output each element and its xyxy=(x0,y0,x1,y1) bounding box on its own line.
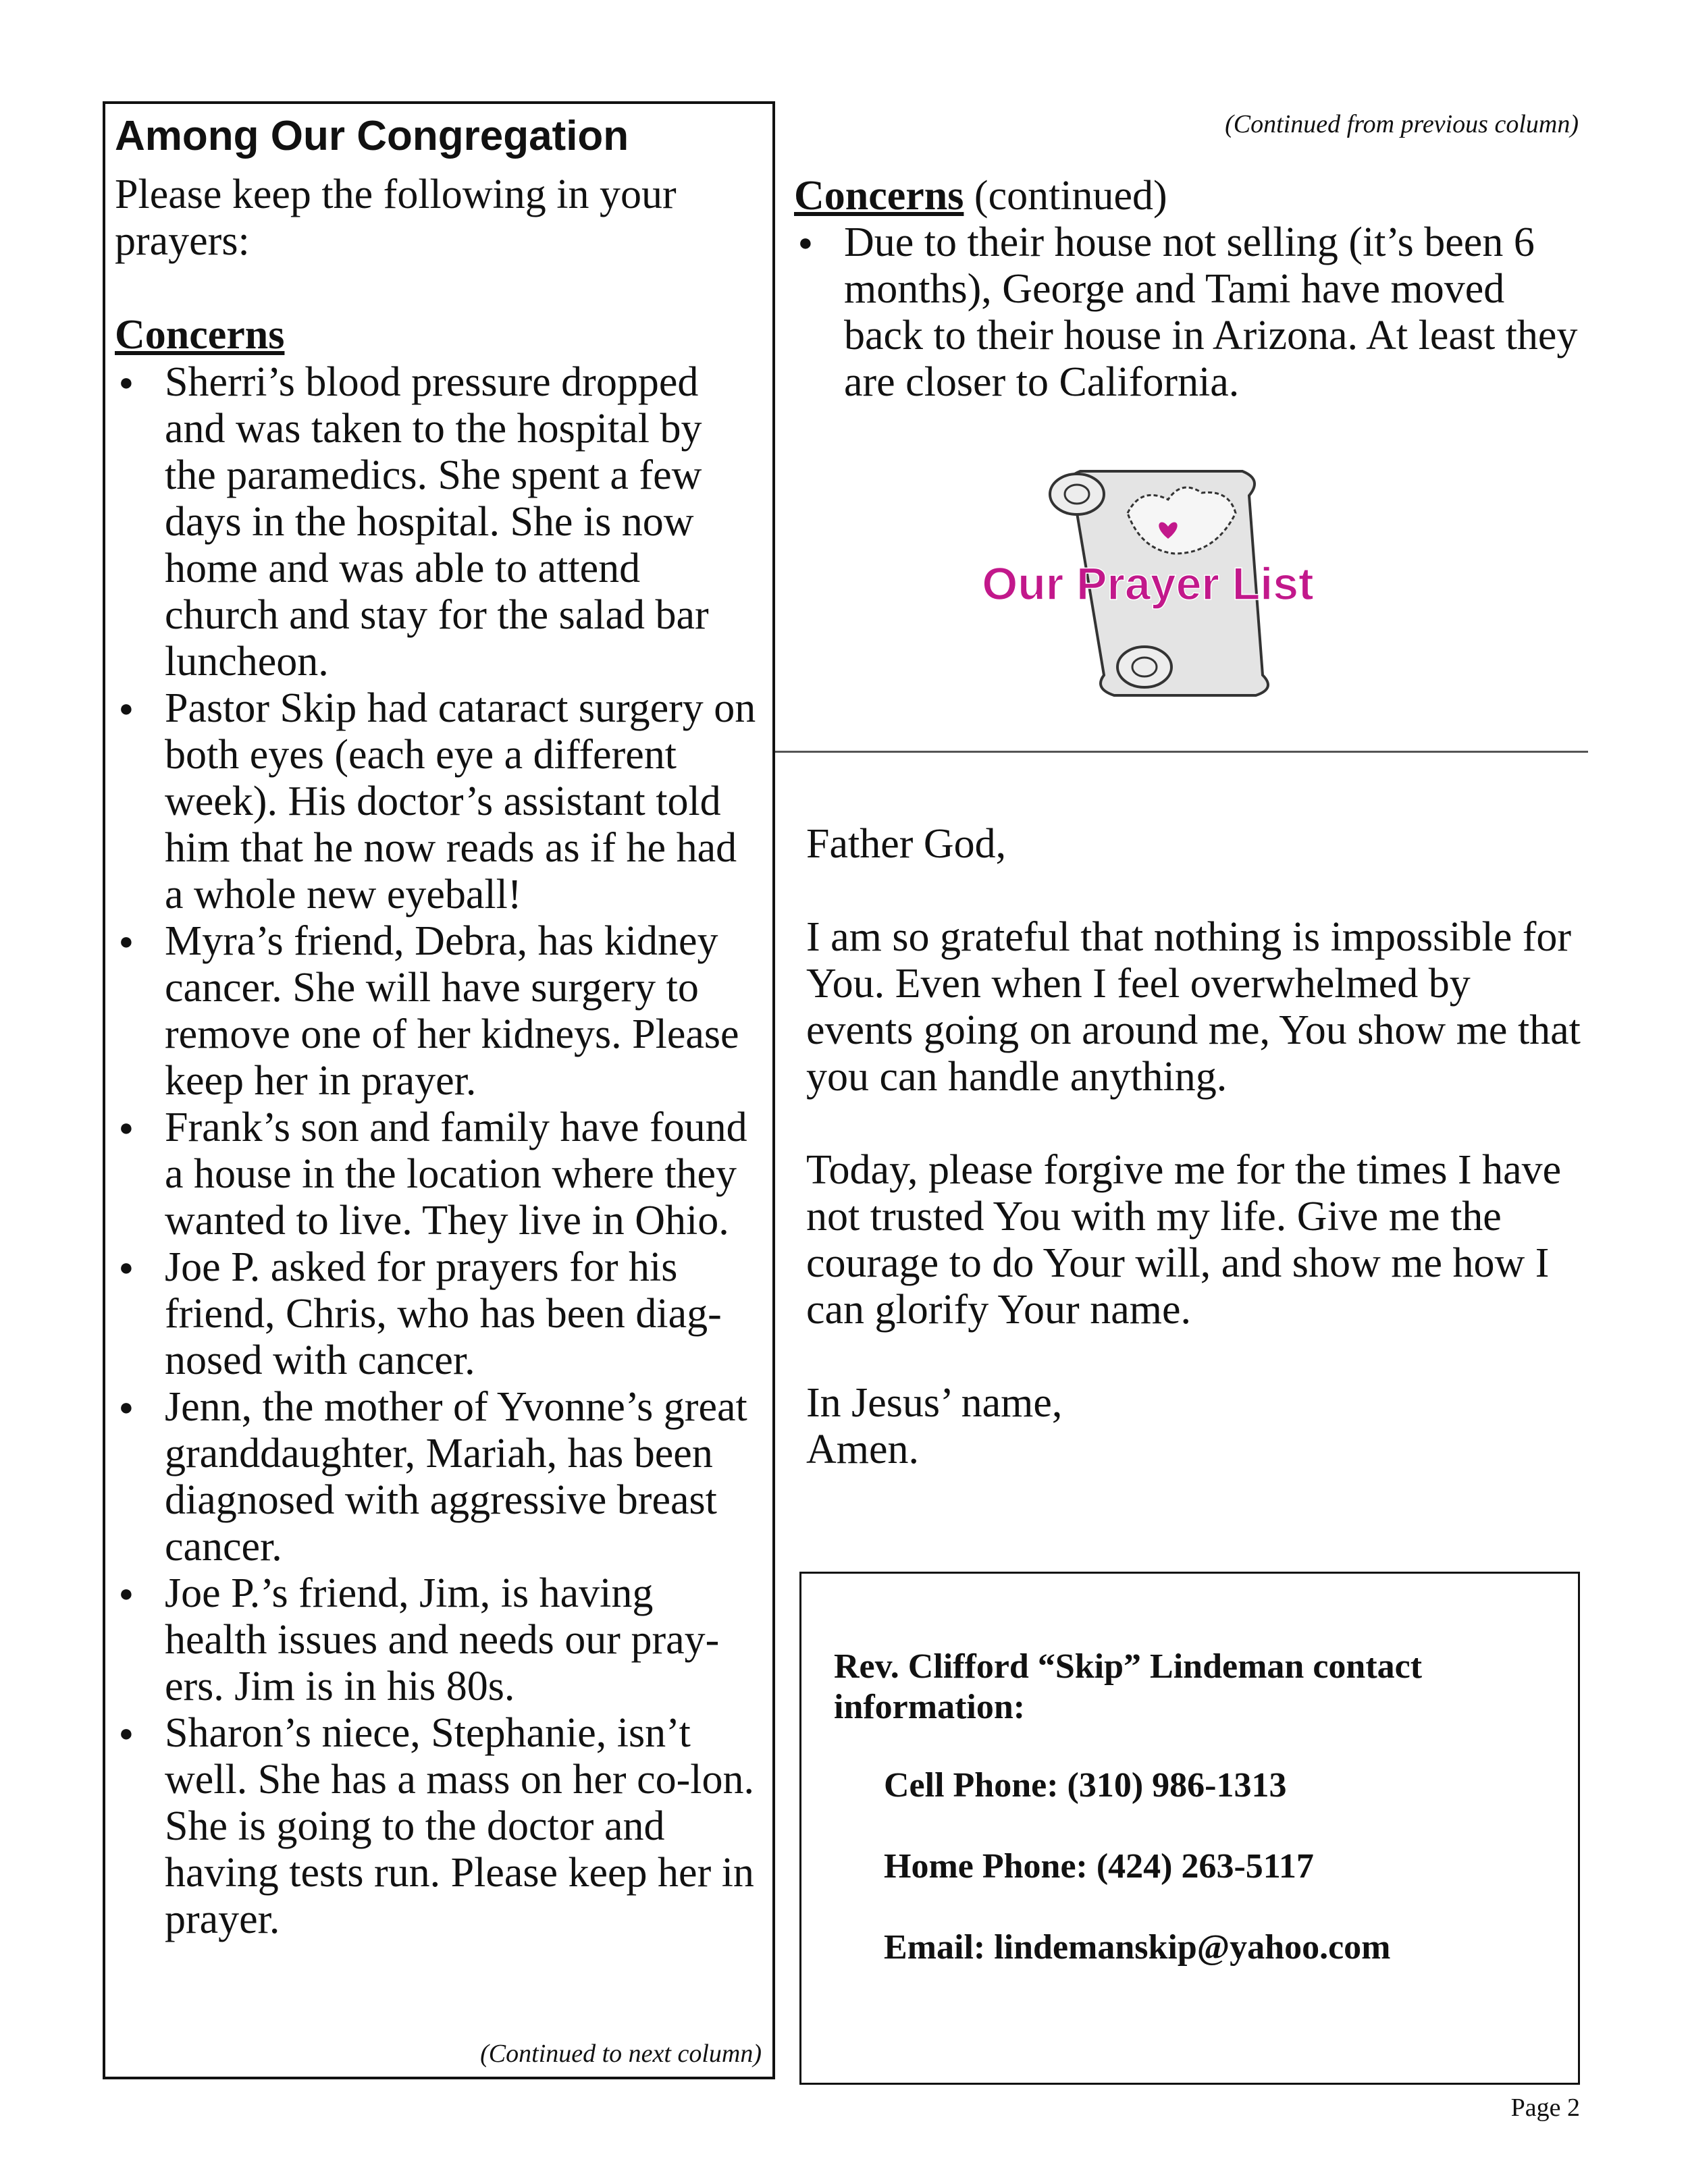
concerns-list-continued xyxy=(794,219,1591,406)
list-item: ● Myra’s friend, Debra, has kidney cancer. She will have surgery to remove one of her kidneys. Please keep her in prayer. xyxy=(119,918,739,1104)
prayer-text xyxy=(806,821,1583,1473)
bullet-icon: ● xyxy=(119,1393,134,1420)
bullet-icon: ● xyxy=(119,369,134,396)
concerns-list xyxy=(115,359,763,1943)
page-number: Page 2 xyxy=(1510,2094,1580,2122)
intro-text: Please keep the following in your prayers: xyxy=(115,171,677,264)
continued-next-note: (Continued to next column) xyxy=(480,2040,762,2068)
concerns-heading: Concerns xyxy=(115,312,285,358)
list-item: ● Frank’s son and family have found a house in the location where they wanted to live. They live in Ohio. xyxy=(119,1104,747,1244)
continued-label: (continued) xyxy=(964,173,1167,219)
home-phone: Home Phone: (424) 263-5117 xyxy=(884,1847,1314,1886)
bullet-icon: ● xyxy=(119,928,134,955)
bullet-icon: ● xyxy=(119,1114,134,1141)
bullet-icon: ● xyxy=(119,1254,134,1281)
cell-phone: Cell Phone: (310) 986-1313 xyxy=(884,1766,1287,1805)
prayer-list-scroll-image xyxy=(959,452,1337,709)
prayer-paragraph-2: Today, please forgive me for the times I have not trusted You with my life. Give me the courage to do Your will, and show me how I can glorify Your name. xyxy=(806,1147,1562,1333)
bullet-icon: ● xyxy=(798,229,813,256)
contact-box xyxy=(799,1572,1580,2085)
section-title: Among Our Congregation xyxy=(115,113,629,159)
prayer-paragraph-1: I am so grateful that nothing is impossible for You. Even when I feel overwhelmed by events going on around me, You show me that you can handle anything. xyxy=(806,914,1581,1100)
list-item: ● Joe P. asked for prayers for his friend, Chris, who has been diag-nosed with cancer. xyxy=(119,1244,722,1383)
continued-prev-note: (Continued from previous column) xyxy=(1225,110,1579,138)
list-item: ● Joe P.’s friend, Jim, is having health issues and needs our pray-ers. Jim is in his 80s. xyxy=(119,1570,720,1709)
prayer-list-logo-text: Our Prayer List xyxy=(982,558,1314,610)
contact-title: Rev. Clifford “Skip” Lindeman contact information: xyxy=(834,1647,1423,1726)
bullet-icon: ● xyxy=(119,1580,134,1607)
divider xyxy=(775,751,1588,753)
bullet-icon: ● xyxy=(119,1720,134,1747)
prayer-closing: In Jesus’ name, xyxy=(806,1380,1063,1426)
list-item: ● Due to their house not selling (it’s been 6 months), George and Tami have moved back to their house in Arizona. At least they are closer to California. xyxy=(798,219,1578,405)
congregation-box xyxy=(103,101,775,2079)
prayer-greeting: Father God, xyxy=(806,821,1007,867)
concerns-continued-heading xyxy=(794,173,1167,219)
prayer-amen: Amen. xyxy=(806,1427,920,1472)
list-item: ● Jenn, the mother of Yvonne’s great granddaughter, Mariah, has been diagnosed with aggressive breast cancer. xyxy=(119,1384,747,1570)
list-item: ● Sherri’s blood pressure dropped and was taken to the hospital by the paramedics. She spent a few days in the hospital. She is now home and was able to attend church and stay for the salad bar luncheon. xyxy=(119,359,709,685)
email: Email: lindemanskip@yahoo.com xyxy=(884,1928,1391,1967)
bullet-icon: ● xyxy=(119,695,134,722)
list-item: ● Sharon’s niece, Stephanie, isn’t well. She has a mass on her co-lon. She is going to the doctor and having tests run. Please keep her in prayer. xyxy=(119,1710,754,1942)
list-item: ● Pastor Skip had cataract surgery on both eyes (each eye a different week). His doctor’s assistant told him that he now reads as if he had a whole new eyeball! xyxy=(119,685,756,917)
concerns-heading: Concerns xyxy=(794,173,964,219)
